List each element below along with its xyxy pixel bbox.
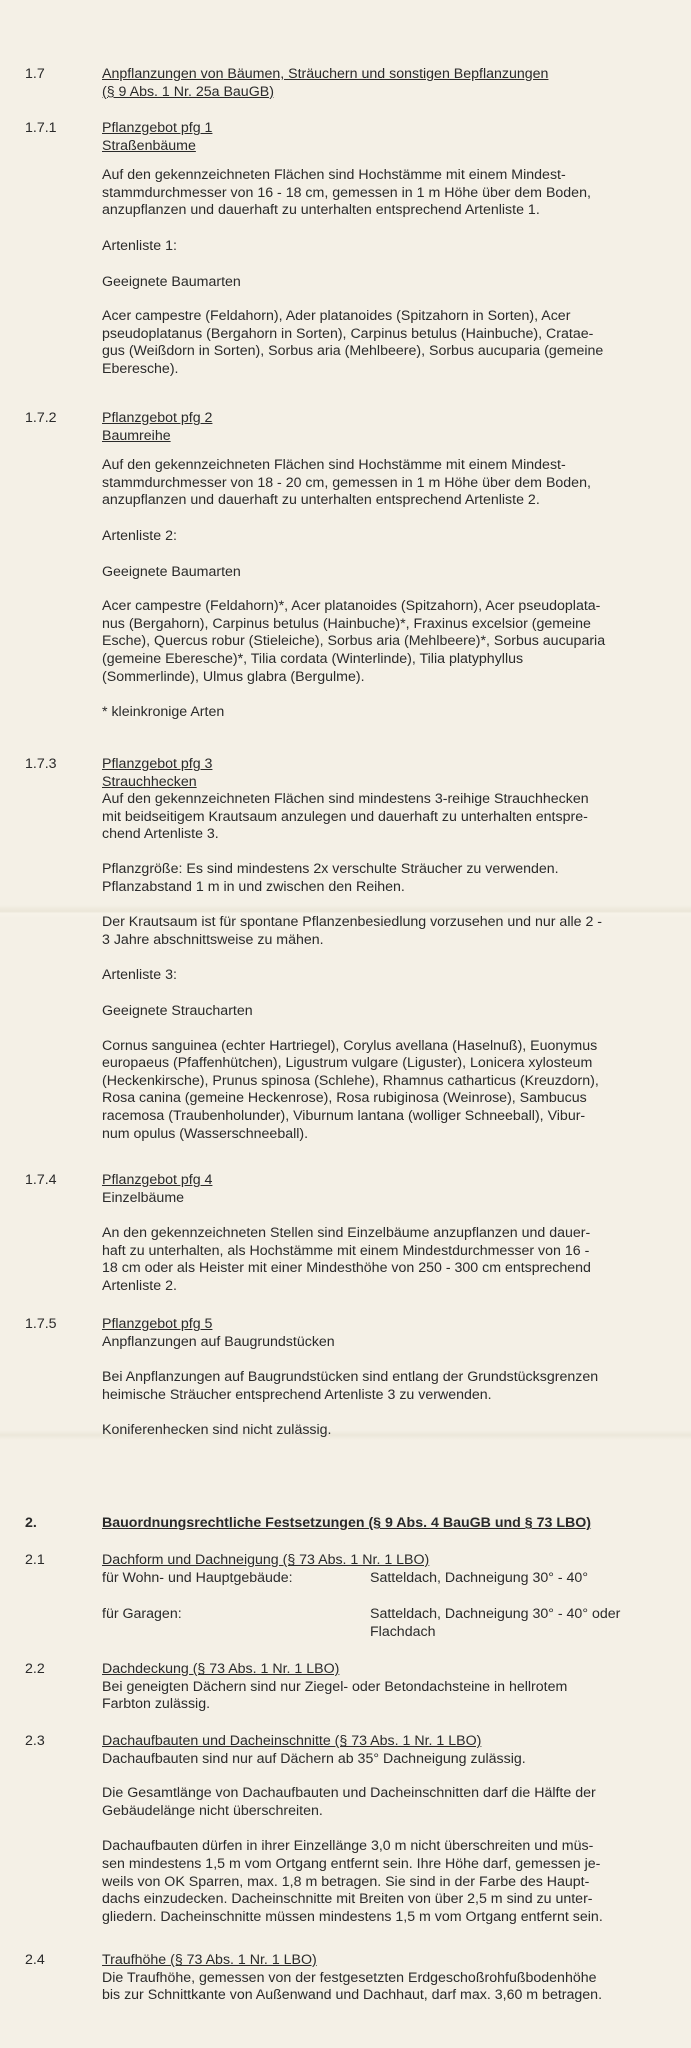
paragraph [102, 457, 657, 510]
row-label: für Garagen: [102, 1606, 182, 1622]
text-line: bis zur Schnittkante von Außenwand und Dachhaut, darf max. 3,60 m betragen. [102, 1987, 603, 2004]
section-title: Dachform und Dachneigung (§ 73 Abs. 1 Nr. 1 LBO) [102, 1552, 430, 1568]
text-line: (Sommerlinde), Ulmus glabra (Bergulme). [102, 668, 365, 685]
section-1-7-4 [102, 1172, 657, 1296]
section-number: 1.7.5 [25, 1316, 57, 1332]
text-line: Pflanzabstand 1 m in und zwischen den Reihen. [102, 878, 405, 895]
text-line: Die Gesamtlänge von Dachaufbauten und Dacheinschnitten darf die Hälfte der [102, 1785, 596, 1802]
text-line: Cornus sanguinea (echter Hartriegel), Corylus avellana (Haselnuß), Euonymus [102, 1037, 598, 1054]
paragraph [102, 914, 657, 949]
section-number: 2.2 [25, 1661, 45, 1677]
text-line: Satteldach, Dachneigung 30° - 40° oder [370, 1606, 621, 1622]
paragraph [102, 861, 657, 896]
section-2-3 [102, 1733, 657, 1926]
text-line: 3 Jahre abschnittsweise zu mähen. [102, 931, 324, 948]
paragraph [102, 167, 657, 220]
text-line: Der Krautsaum ist für spontane Pflanzenbesiedlung vorzusehen und nur alle 2 - [102, 914, 603, 931]
text-line: mit beidseitigem Krautsaum anzulegen und dauerhaft zu unterhalten entspre- [102, 808, 588, 825]
text-line: stammdurchmesser von 18 - 20 cm, gemessen in 1 m Höhe über dem Boden, [102, 474, 591, 491]
footnote: * kleinkronige Arten [102, 704, 225, 721]
text-line: dachs einzudecken. Dacheinschnitte mit Breiten von über 2,5 m sind zu unter- [102, 1891, 593, 1908]
text-line: Pflanzgröße: Es sind mindestens 2x verschulte Sträucher zu verwenden. [102, 860, 559, 877]
text-line: Auf den gekennzeichneten Flächen sind mindestens 3-reihige Strauchhecken [102, 791, 589, 808]
text-line: racemosa (Traubenholunder), Viburnum lantana (wolliger Schneeball), Vibur- [102, 1107, 586, 1124]
list-title: Artenliste 2: [102, 527, 177, 544]
text-line: gus (Weißdorn in Sorten), Sorbus aria (Mehlbeere), Sorbus aucuparia (gemeine [102, 343, 604, 360]
section-number: 1.7.4 [25, 1172, 57, 1188]
note: Koniferenhecken sind nicht zulässig. [102, 1422, 332, 1439]
list-category: Geeignete Baumarten [102, 563, 241, 580]
section-subtitle: Strauchhecken [102, 773, 197, 790]
paragraph [102, 1225, 657, 1295]
section-title: Dachdeckung (§ 73 Abs. 1 Nr. 1 LBO) [102, 1661, 340, 1677]
section-number: 1.7.2 [25, 410, 57, 426]
text-line: anzupflanzen und dauerhaft zu unterhalten entsprechend Artenliste 1. [102, 202, 540, 219]
heading-line: Anpflanzungen von Bäumen, Sträuchern und sonstigen Bepflanzungen [102, 66, 549, 82]
section-subtitle: Anpflanzungen auf Baugrundstücken [102, 1333, 335, 1350]
chapter-heading: Bauordnungsrechtliche Festsetzungen (§ 9 Abs. 4 BauGB und § 73 LBO) [102, 1515, 592, 1531]
text-line: europaeus (Pfaffenhütchen), Ligustrum vulgare (Liguster), Lonicera xylosteum [102, 1055, 593, 1072]
text-line: Rosa canina (gemeine Heckenrose), Rosa rubiginosa (Weinrose), Sambucus [102, 1090, 587, 1107]
section-2-4 [102, 1952, 657, 2005]
section-title: Dachaufbauten und Dacheinschnitte (§ 73 Abs. 1 Nr. 1 LBO) [102, 1733, 482, 1749]
text-line: haft zu unterhalten, als Hochstämme mit einem Mindestdurchmesser von 16 - [102, 1242, 590, 1259]
section-title: Pflanzgebot pfg 3 [102, 756, 213, 772]
list-category: Geeignete Baumarten [102, 273, 241, 290]
section-number: 1.7.3 [25, 756, 57, 772]
section-subtitle: Straßenbäume [102, 137, 196, 154]
text-line: heimische Sträucher entsprechend Artenliste 3 zu verwenden. [102, 1386, 492, 1403]
species-list [102, 1038, 657, 1144]
section-1-7-2 [102, 410, 657, 722]
section-number: 1.7 [25, 66, 45, 82]
section-title: Pflanzgebot pfg 1 [102, 120, 213, 136]
text-line: sen mindestens 1,5 m vom Ortgang entfernt sein. Ihre Höhe darf, gemessen je- [102, 1855, 601, 1872]
section-number: 1.7.1 [25, 120, 57, 136]
section-number: 2.4 [25, 1952, 45, 1968]
text-line: Gebäudelänge nicht überschreiten. [102, 1802, 323, 1819]
row-value: Satteldach, Dachneigung 30° - 40° [370, 1570, 589, 1586]
section-number: 2.1 [25, 1552, 45, 1568]
section-number: 2. [25, 1515, 37, 1531]
text-line: An den gekennzeichneten Stellen sind Einzelbäume anzupflanzen und dauer- [102, 1225, 591, 1242]
list-category: Geeignete Straucharten [102, 1002, 253, 1019]
section-title: Pflanzgebot pfg 4 [102, 1172, 213, 1188]
section-1-7-3 [102, 756, 657, 1143]
text-line: (Heckenkirsche), Prunus spinosa (Schlehe), Rhamnus catharticus (Kreuzdorn), [102, 1072, 599, 1089]
paragraph [102, 1838, 657, 1926]
text-line: 18 cm oder als Heister mit einer Mindesthöhe von 250 - 300 cm entsprechend [102, 1260, 591, 1277]
section-title: Pflanzgebot pfg 5 [102, 1316, 213, 1332]
text-line: Artenliste 2. [102, 1277, 177, 1294]
text-line: Dachaufbauten sind nur auf Dächern ab 35° Dachneigung zulässig. [102, 1750, 526, 1767]
text-line: Flachdach [370, 1623, 436, 1640]
text-line: Esche), Quercus robur (Stieleiche), Sorbus aria (Mehlbeere)*, Sorbus aucuparia [102, 633, 606, 650]
species-list [102, 308, 657, 378]
text-line: Farbton zulässig. [102, 1696, 211, 1713]
text-line: nus (Bergahorn), Carpinus betulus (Hainbuche)*, Fraxinus excelsior (gemeine [102, 615, 591, 632]
list-title: Artenliste 3: [102, 967, 177, 984]
text-line: Auf den gekennzeichneten Flächen sind Hochstämme mit einem Mindest- [102, 457, 566, 474]
row-value [370, 1606, 660, 1641]
text-line: Bei Anpflanzungen auf Baugrundstücken sind entlang der Grundstücksgrenzen [102, 1369, 599, 1386]
section-subtitle: Baumreihe [102, 427, 171, 444]
paragraph [102, 1785, 657, 1820]
section-1-7-1 [102, 120, 657, 379]
row-label: für Wohn- und Hauptgebäude: [102, 1569, 293, 1586]
text-line: Acer campestre (Feldahorn)*, Acer platanoides (Spitzahorn), Acer pseudoplata- [102, 598, 601, 615]
section-subtitle: Einzelbäume [102, 1189, 185, 1206]
section-title: Traufhöhe (§ 73 Abs. 1 Nr. 1 LBO) [102, 1952, 317, 1968]
section-2-2 [102, 1661, 657, 1714]
text-line: Bei geneigten Dächern sind nur Ziegel- oder Betondachsteine in hellrotem [102, 1678, 568, 1695]
text-line: anzupflanzen und dauerhaft zu unterhalten entsprechend Artenliste 2. [102, 492, 540, 509]
text-line: stammdurchmesser von 16 - 18 cm, gemessen in 1 m Höhe über dem Boden, [102, 184, 591, 201]
text-line: Dachaufbauten dürfen in ihrer Einzellänge 3,0 m nicht überschreiten und müs- [102, 1838, 594, 1855]
section-title: Pflanzgebot pfg 2 [102, 410, 213, 426]
species-list [102, 598, 657, 686]
text-line: Acer campestre (Feldahorn), Ader platanoides (Spitzahorn in Sorten), Acer [102, 308, 571, 325]
text-line: weils von OK Sparren, max. 1,8 m betragen. Sie sind in der Farbe des Haupt- [102, 1873, 590, 1890]
section-number: 2.3 [25, 1733, 45, 1749]
heading-line: (§ 9 Abs. 1 Nr. 25a BauGB) [102, 83, 274, 100]
paragraph [102, 1369, 657, 1404]
list-title: Artenliste 1: [102, 237, 177, 254]
text-line: chend Artenliste 3. [102, 826, 219, 843]
text-line: gliedern. Dacheinschnitte müssen mindestens 1,5 m vom Ortgang entfernt sein. [102, 1908, 603, 1925]
section-1-7-5 [102, 1316, 657, 1440]
text-line: Die Traufhöhe, gemessen von der festgesetzten Erdgeschoßrohfußbodenhöhe [102, 1969, 597, 1986]
section-heading [102, 66, 657, 101]
text-line: pseudoplatanus (Bergahorn in Sorten), Carpinus betulus (Hainbuche), Cratae- [102, 325, 594, 342]
text-line: Auf den gekennzeichneten Flächen sind Hochstämme mit einem Mindest- [102, 167, 566, 184]
text-line: num opulus (Wasserschneeball). [102, 1125, 309, 1142]
paragraph [102, 791, 657, 844]
text-line: (gemeine Eberesche)*, Tilia cordata (Winterlinde), Tilia platyphyllus [102, 650, 524, 667]
text-line: Eberesche). [102, 360, 179, 377]
